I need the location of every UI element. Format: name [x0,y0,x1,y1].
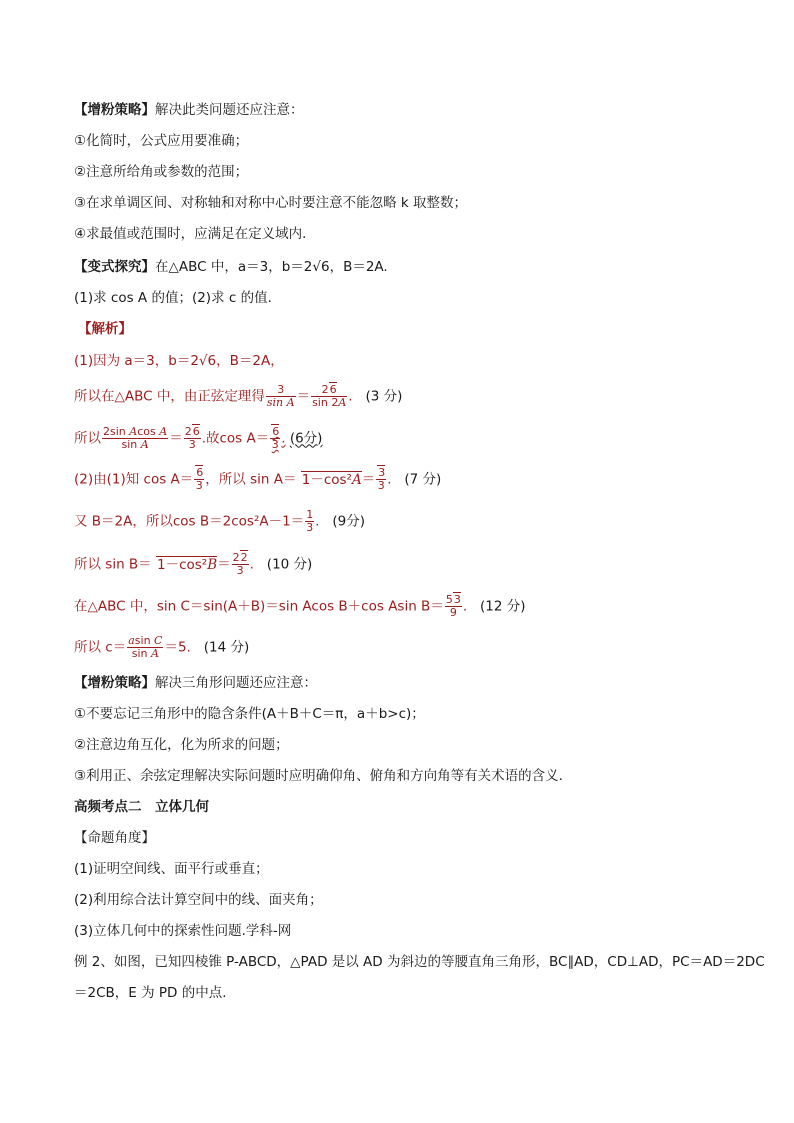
fraction: $\frac{3}{\text{sin A}}$ [266,383,295,409]
proposition-item: (2)利用综合法计算空间中的线、面夹角； [74,892,323,908]
solution-text: 所以 sin B＝ [74,556,152,573]
strategy-intro: 解决三角形问题还应注意： [155,675,317,691]
score-note: (3 分) [365,388,403,405]
variant-title: 【变式探究】 [74,259,155,275]
score-note: (9分) [332,513,365,530]
fraction: $\frac{\text{asin C}}{\text{sin A}}$ [128,634,163,660]
score-note: (12 分) [480,598,526,615]
fraction: $\frac{53}{9}$ [445,593,461,619]
score-note: (7 分) [404,471,442,488]
strategy-intro-line [74,673,317,693]
fraction: $\frac{22}{3}$ [232,551,248,577]
solution-text: 又 B＝2A，所以cos B＝2cos²A－1＝ [74,513,305,530]
example-line: ＝2CB，E 为 PD 的中点． [74,985,236,1001]
solution-text: ＝5. [164,639,191,656]
solution-line-7: 在△ABC 中，sin C＝sin(A＋B)＝sin Acos B＋cos Asin B＝ $\frac{53}{9}$ . (12 分) [74,593,526,619]
strategy-intro-line [74,100,304,120]
fraction: $\frac{3}{3}$ [377,466,386,492]
strategy-intro: 解决此类问题还应注意： [155,102,304,118]
solution-title: 【解析】 [78,321,132,337]
fraction: $\frac{26}{\sin 2A}$ [312,383,347,409]
solution-text: 所以 c＝ [74,639,127,656]
proposition-item: (1)证明空间线、面平行或垂直； [74,861,269,877]
variant-question: (1)求 cos A 的值；(2)求 c 的值． [74,290,282,306]
strategy-item: ②注意边角互化，化为所求的问题； [74,737,289,753]
strategy-item: ③利用正、余弦定理解决实际问题时应明确仰角、俯角和方向角等有关术语的含义． [74,768,573,784]
fraction: $\frac{\text{2sin Acos A}}{\text{sin A}}$ [103,425,168,451]
strategy-item: ②注意所给角或参数的范围； [74,164,249,180]
score-note: (10 分) [266,556,313,573]
solution-line-4: (2)由(1)知 cos A＝ $\frac{6}{3}$ ，所以 sin A＝ 1－cos²A＝ $\frac{3}{3}$ . (7 分) [74,466,442,492]
strategy-item: ④求最值或范围时，应满足在定义域内． [74,226,316,242]
solution-text: 所以 [74,430,101,447]
solution-line-5: 又 B＝2A，所以cos B＝2cos²A－1＝ $\frac{1}{3}$ . (9分) [74,508,365,534]
solution-line-6: 所以 sin B＝ 1－cos²B＝ $\frac{22}{3}$ . (10 分) [74,551,313,577]
solution-line-3: 所以 $\frac{\text{2sin Acos A}}{\text{sin A}}$ ＝ $\frac{26}{3}$ .故cos A＝ $\frac{6}{3}$ . (6分) [74,425,323,451]
solution-text: 所以在△ABC 中，由正弦定理得 [74,388,265,405]
fraction: $\frac{6}{3}$ [271,425,280,451]
solution-text: (2)由(1)知 cos A＝ [74,471,194,488]
strategy-title: 【增粉策略】 [74,675,155,691]
solution-text: ，所以 sin A＝ [205,471,297,488]
strategy-item: ①不要忘记三角形中的隐含条件(A＋B＋C＝π，a＋b>c)； [74,706,425,722]
fraction: $\frac{6}{3}$ [195,466,204,492]
example-line: 例 2、如图，已知四棱锥 P-ABCD，△PAD 是以 AD 为斜边的等腰直角三角形，BC∥AD，CD⊥AD，PC＝AD＝2DC [74,954,765,970]
strategy-item: ①化简时，公式应用要准确； [74,133,249,149]
solution-line-2: 所以在△ABC 中，由正弦定理得 $\frac{3}{\text{sin A}}$ ＝ $\frac{26}{\sin 2A}$ . (3 分) [74,383,403,409]
strategy-item: ③在求单调区间、对称轴和对称中心时要注意不能忽略 k 取整数； [74,195,468,211]
fraction: $\frac{26}{3}$ [184,425,200,451]
fraction: $\frac{1}{3}$ [306,508,314,534]
solution-text: 故cos A＝ [205,430,270,447]
solution-line-8 [74,635,249,660]
proposition-item: (3)立体几何中的探索性问题.学科-网 [74,923,292,939]
section-heading: 高频考点二 立体几何 [74,799,209,815]
solution-text: 在△ABC 中，sin C＝sin(A＋B)＝sin Acos B＋cos Asin B＝ [74,598,444,615]
score-note: (14 分) [203,639,250,656]
strategy-title: 【增粉策略】 [74,102,155,118]
variant-text: 在△ABC 中，a＝3，b＝2√6，B＝2A. [155,259,388,275]
variant-line [74,257,388,277]
score-note: (6分) [289,430,323,447]
proposition-title: 【命题角度】 [74,830,155,846]
solution-line-1: (1)因为 a＝3，b＝2√6，B＝2A， [74,353,284,369]
